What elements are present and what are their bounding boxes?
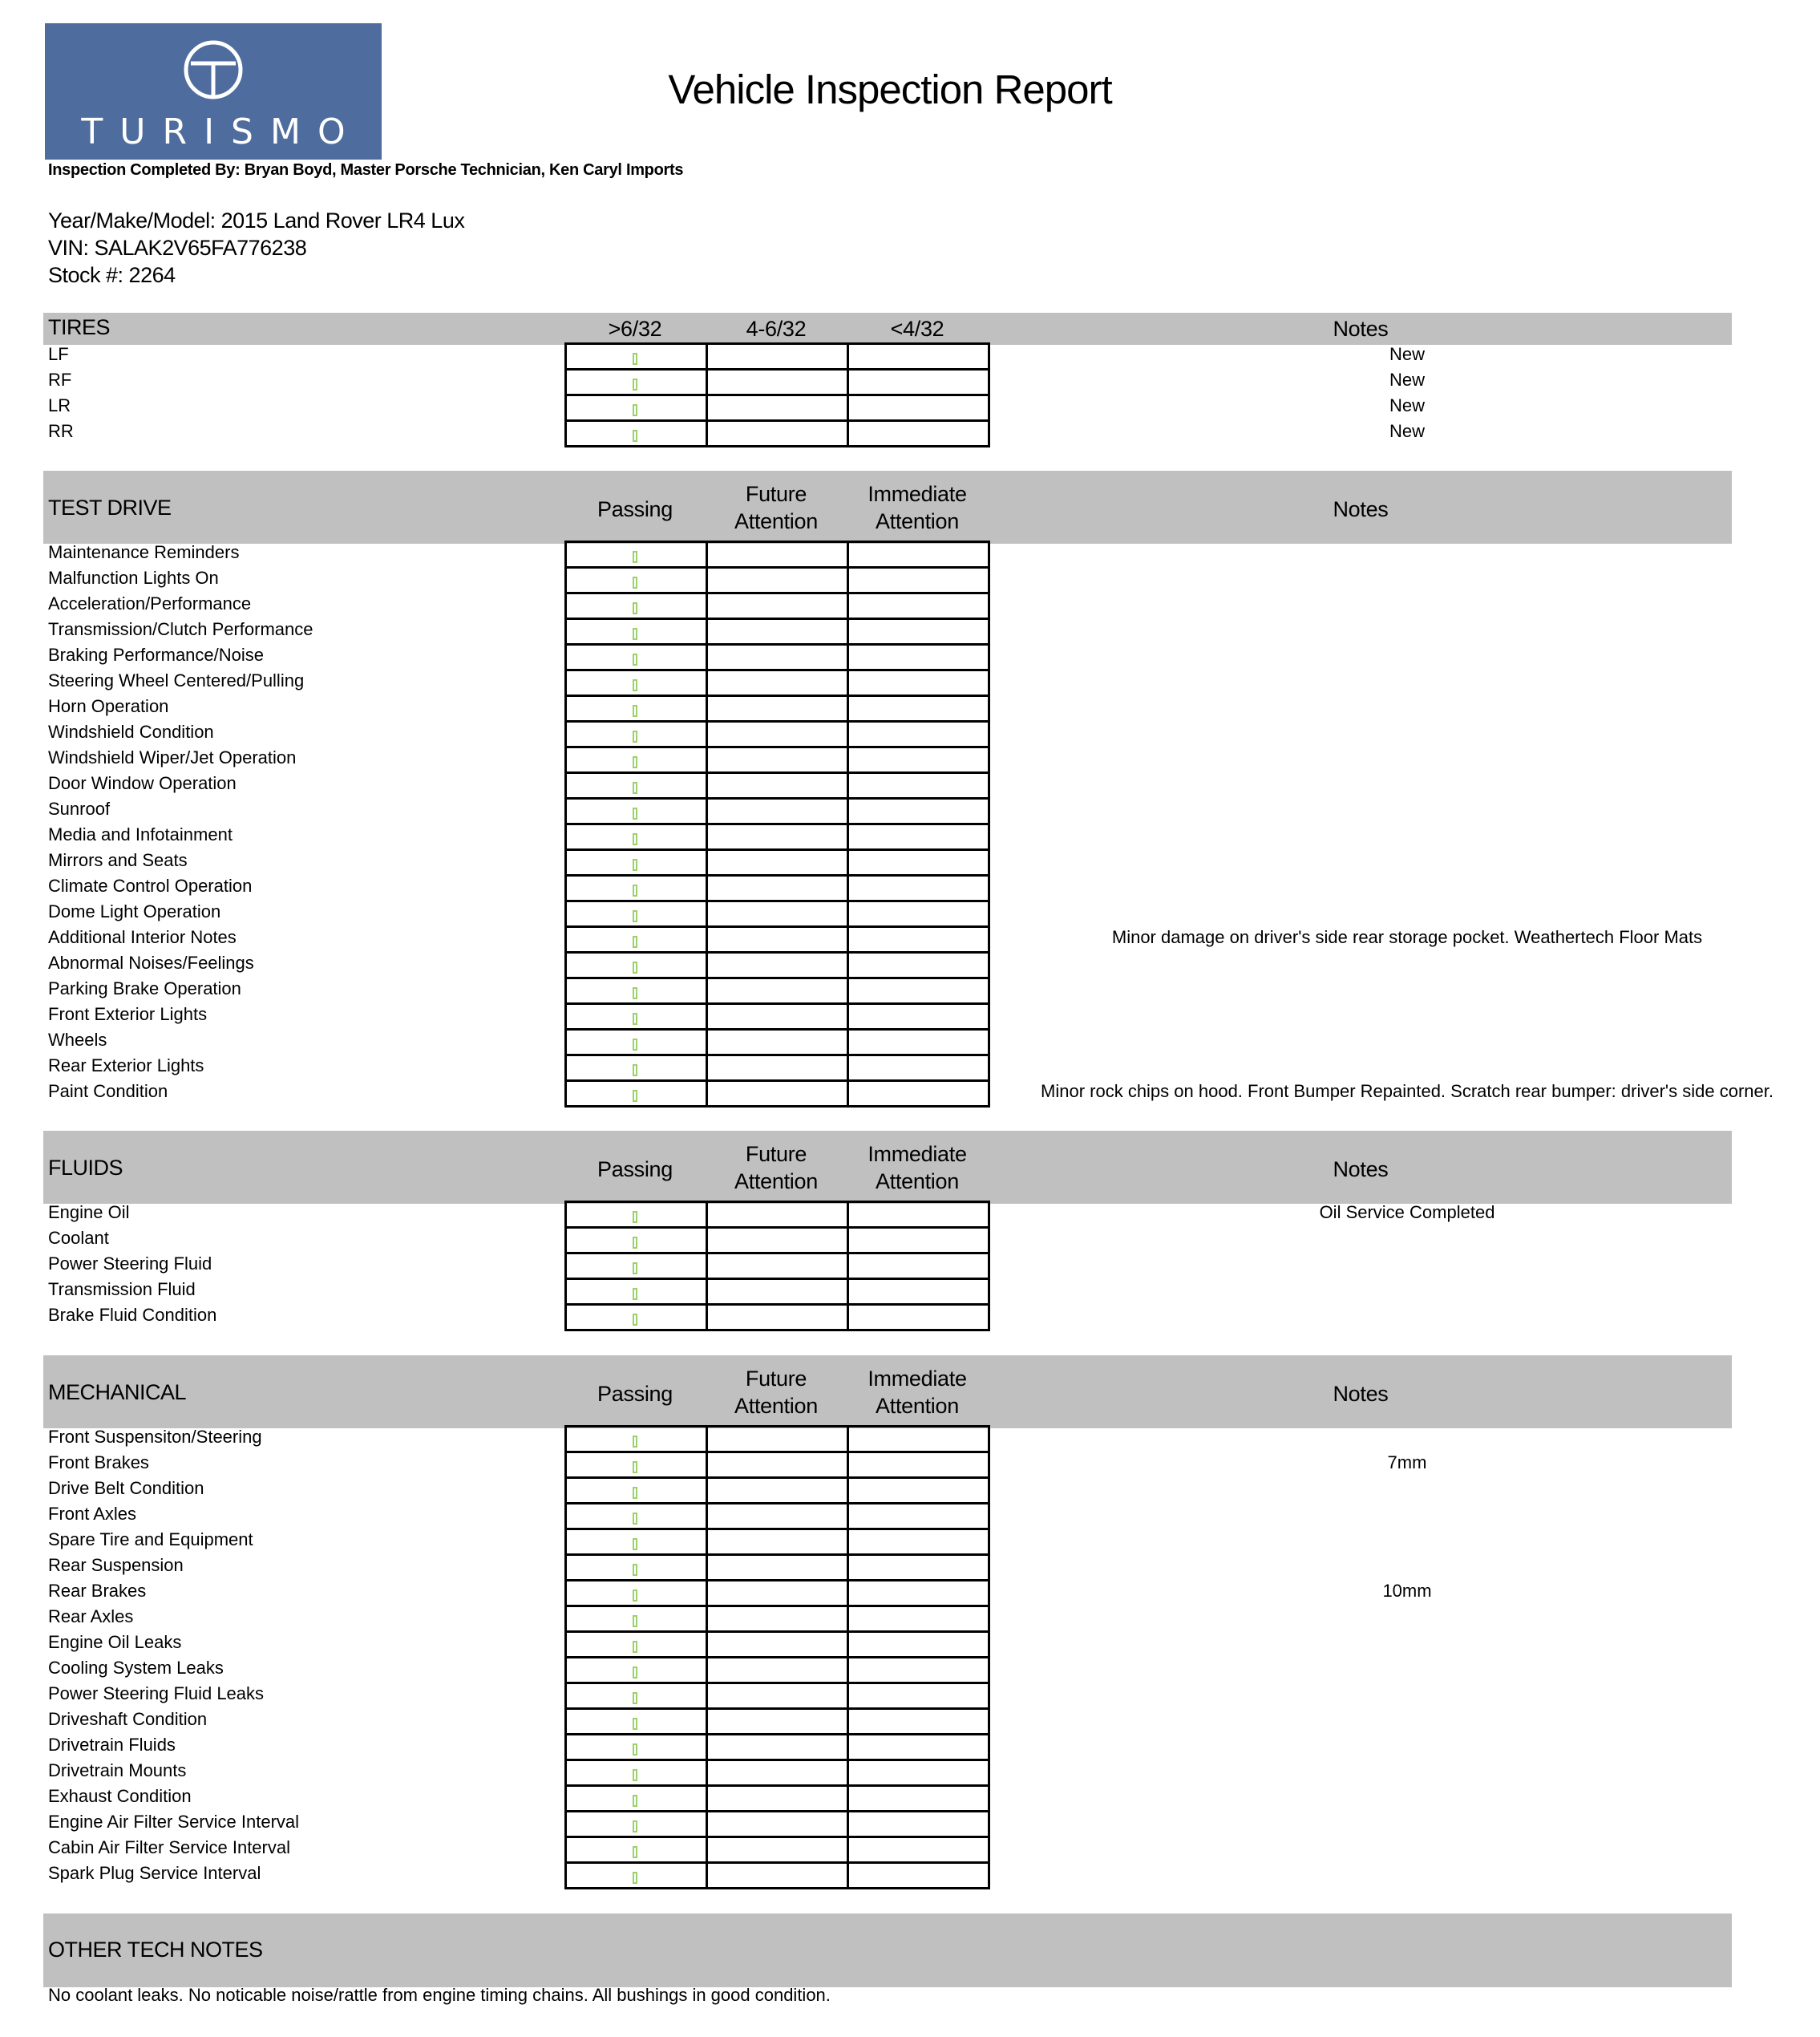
table-row: [48, 720, 1812, 746]
stock-number: Stock #: 2264: [48, 263, 176, 287]
row-label: Engine Air Filter Service Interval: [48, 1812, 300, 1832]
row-label: Windshield Condition: [48, 722, 214, 742]
check-mark-icon: [633, 577, 637, 589]
table-row: [48, 1784, 1812, 1810]
row-label: Paint Condition: [48, 1081, 168, 1101]
table-row: [48, 643, 1812, 669]
row-label: Malfunction Lights On: [48, 568, 219, 588]
row-label: Front Exterior Lights: [48, 1004, 208, 1024]
column-header: Future Attention: [734, 1142, 818, 1193]
section-title: TIRES: [48, 315, 111, 339]
table-row: [48, 874, 1812, 900]
turismo-circle-t-icon: [181, 38, 245, 102]
column-header: Future Attention: [734, 482, 818, 533]
table-row: [48, 1759, 1812, 1784]
table-row: [48, 394, 1812, 419]
table-row: [48, 1528, 1812, 1553]
row-label: Braking Performance/Noise: [48, 645, 265, 665]
check-mark-icon: [633, 1769, 637, 1781]
section-title: FLUIDS: [48, 1156, 123, 1180]
check-mark-icon: [633, 1262, 637, 1274]
row-label: Spark Plug Service Interval: [48, 1863, 261, 1883]
check-mark-icon: [633, 987, 637, 999]
row-label: Wheels: [48, 1030, 107, 1050]
table-row: [48, 368, 1812, 394]
column-header: <4/32: [890, 317, 944, 341]
check-mark-icon: [633, 859, 637, 871]
table-row: [48, 541, 1812, 566]
check-mark-icon: [633, 1314, 637, 1326]
section-title: TEST DRIVE: [48, 496, 172, 520]
column-header: Passing: [597, 1382, 673, 1406]
check-mark-icon: [633, 1872, 637, 1884]
check-mark-icon: [633, 353, 637, 365]
test-drive-header: [43, 471, 1732, 544]
table-row: [48, 1810, 1812, 1836]
check-mark-icon: [633, 1641, 637, 1653]
check-mark-icon: [633, 1820, 637, 1832]
check-mark-icon: [633, 1590, 637, 1602]
check-mark-icon: [633, 962, 637, 974]
row-label: Door Window Operation: [48, 773, 237, 793]
check-mark-icon: [633, 1487, 637, 1499]
check-mark-icon: [633, 910, 637, 922]
check-mark-icon: [633, 1288, 637, 1300]
table-row: [48, 823, 1812, 848]
table-row: [48, 618, 1812, 643]
check-mark-icon: [633, 1211, 637, 1223]
table-row: [48, 925, 1812, 951]
row-label: Drivetrain Mounts: [48, 1760, 187, 1780]
row-label: Additional Interior Notes: [48, 927, 237, 947]
row-label: LF: [48, 344, 69, 364]
row-label: Power Steering Fluid Leaks: [48, 1683, 265, 1703]
notes-header: Notes: [1333, 1157, 1389, 1181]
table-row: [48, 746, 1812, 771]
table-row: [48, 1502, 1812, 1528]
check-mark-icon: [633, 404, 637, 416]
check-mark-icon: [633, 602, 637, 614]
row-label: Rear Axles: [48, 1606, 134, 1626]
row-label: Engine Oil Leaks: [48, 1632, 182, 1652]
row-label: Horn Operation: [48, 696, 169, 716]
table-row: [48, 669, 1812, 695]
check-mark-icon: [633, 936, 637, 948]
check-mark-icon: [633, 1237, 637, 1249]
check-mark-icon: [633, 551, 637, 563]
table-row: [48, 695, 1812, 720]
table-row: [48, 1630, 1812, 1656]
section-title: OTHER TECH NOTES: [48, 1938, 263, 1962]
column-header: Immediate Attention: [868, 1367, 967, 1418]
check-mark-icon: [633, 1064, 637, 1076]
row-note: 7mm: [1387, 1452, 1427, 1472]
check-mark-icon: [633, 679, 637, 691]
row-label: Climate Control Operation: [48, 876, 253, 896]
column-header: >6/32: [608, 317, 662, 341]
check-mark-icon: [633, 1615, 637, 1627]
table-row: [48, 592, 1812, 618]
fluids-header: [43, 1131, 1732, 1204]
check-mark-icon: [633, 654, 637, 666]
check-mark-icon: [633, 1666, 637, 1679]
column-header: Future Attention: [734, 1367, 818, 1418]
row-label: Media and Infotainment: [48, 824, 233, 844]
row-label: Drive Belt Condition: [48, 1478, 204, 1498]
row-label: Abnormal Noises/Feelings: [48, 953, 254, 973]
check-mark-icon: [633, 833, 637, 845]
row-label: Cabin Air Filter Service Interval: [48, 1837, 290, 1857]
row-label: Windshield Wiper/Jet Operation: [48, 747, 297, 767]
check-mark-icon: [633, 705, 637, 717]
check-mark-icon: [633, 1436, 637, 1448]
row-label: Brake Fluid Condition: [48, 1305, 217, 1325]
check-mark-icon: [633, 1743, 637, 1756]
table-row: [48, 1553, 1812, 1579]
table-row: [48, 1682, 1812, 1707]
table-row: [48, 1252, 1812, 1278]
check-mark-icon: [633, 756, 637, 768]
row-label: Drivetrain Fluids: [48, 1735, 176, 1755]
tires-header: [43, 313, 1732, 345]
row-note: New: [1389, 421, 1425, 441]
row-label: Cooling System Leaks: [48, 1658, 224, 1678]
check-mark-icon: [633, 731, 637, 743]
mechanical-header: [43, 1355, 1732, 1428]
table-row: [48, 1836, 1812, 1861]
table-row: [48, 1605, 1812, 1630]
row-label: Transmission/Clutch Performance: [48, 619, 313, 639]
table-row: [48, 1028, 1812, 1054]
table-row: [48, 1054, 1812, 1079]
check-mark-icon: [633, 430, 637, 442]
row-label: Rear Exterior Lights: [48, 1055, 204, 1075]
column-header: Immediate Attention: [868, 1142, 967, 1193]
check-mark-icon: [633, 1795, 637, 1807]
turismo-logo: [45, 23, 382, 160]
year-make-model: Year/Make/Model: 2015 Land Rover LR4 Lux: [48, 209, 465, 233]
check-mark-icon: [633, 379, 637, 391]
table-row: [48, 1579, 1812, 1605]
row-label: Acceleration/Performance: [48, 593, 252, 614]
table-row: [48, 1226, 1812, 1252]
table-row: [48, 342, 1812, 368]
column-header: Passing: [597, 497, 673, 521]
column-header: 4-6/32: [746, 317, 807, 341]
row-label: Parking Brake Operation: [48, 978, 241, 998]
table-row: [48, 419, 1812, 445]
check-mark-icon: [633, 1846, 637, 1858]
table-row: [48, 566, 1812, 592]
row-note: New: [1389, 370, 1425, 390]
table-row: [48, 1451, 1812, 1476]
check-mark-icon: [633, 1538, 637, 1550]
other-tech-notes-header: [43, 1913, 1732, 1987]
table-row: [48, 1303, 1812, 1329]
table-row: [48, 900, 1812, 925]
column-header: Immediate Attention: [868, 482, 967, 533]
table-row: [48, 1707, 1812, 1733]
check-mark-icon: [633, 1564, 637, 1576]
row-label: Engine Oil: [48, 1202, 130, 1222]
table-row: [48, 771, 1812, 797]
section-title: MECHANICAL: [48, 1380, 187, 1404]
row-label: RF: [48, 370, 72, 390]
row-label: Driveshaft Condition: [48, 1709, 208, 1729]
row-label: Dome Light Operation: [48, 901, 221, 921]
column-header: Passing: [597, 1157, 673, 1181]
notes-header: Notes: [1333, 317, 1389, 341]
row-label: Rear Brakes: [48, 1581, 147, 1601]
check-mark-icon: [633, 808, 637, 820]
row-label: LR: [48, 395, 71, 415]
row-note: 10mm: [1382, 1581, 1432, 1601]
vin: VIN: SALAK2V65FA776238: [48, 236, 307, 260]
row-label: Spare Tire and Equipment: [48, 1529, 253, 1549]
check-mark-icon: [633, 1013, 637, 1025]
row-label: Power Steering Fluid: [48, 1253, 212, 1274]
row-label: Coolant: [48, 1228, 109, 1248]
row-label: Sunroof: [48, 799, 111, 819]
row-label: Mirrors and Seats: [48, 850, 188, 870]
table-row: [48, 1861, 1812, 1887]
table-row: [48, 1201, 1812, 1226]
row-note: Minor damage on driver's side rear storage pocket. Weathertech Floor Mats: [1111, 927, 1703, 947]
logo-wordmark: TURISMO: [81, 111, 362, 152]
table-row: [48, 1002, 1812, 1028]
row-label: Front Axles: [48, 1504, 137, 1524]
row-label: Transmission Fluid: [48, 1279, 196, 1299]
table-row: [48, 977, 1812, 1002]
check-mark-icon: [633, 1090, 637, 1102]
table-row: [48, 848, 1812, 874]
check-mark-icon: [633, 1039, 637, 1051]
check-mark-icon: [633, 782, 637, 794]
inspection-completed-by: Inspection Completed By: Bryan Boyd, Master Porsche Technician, Ken Caryl Imports: [48, 161, 684, 179]
row-label: Rear Suspension: [48, 1555, 184, 1575]
table-row: [48, 1476, 1812, 1502]
check-mark-icon: [633, 1513, 637, 1525]
table-row: [48, 1656, 1812, 1682]
notes-header: Notes: [1333, 497, 1389, 521]
row-note: New: [1389, 344, 1425, 364]
row-label: RR: [48, 421, 74, 441]
table-row: [48, 1079, 1812, 1105]
table-row: [48, 1733, 1812, 1759]
table-row: [48, 1425, 1812, 1451]
table-row: [48, 951, 1812, 977]
check-mark-icon: [633, 628, 637, 640]
table-row: [48, 1278, 1812, 1303]
table-row: [48, 797, 1812, 823]
row-label: Steering Wheel Centered/Pulling: [48, 670, 305, 690]
check-mark-icon: [633, 885, 637, 897]
row-label: Front Suspensiton/Steering: [48, 1427, 262, 1447]
check-mark-icon: [633, 1461, 637, 1473]
check-mark-icon: [633, 1718, 637, 1730]
check-mark-icon: [633, 1692, 637, 1704]
notes-header: Notes: [1333, 1382, 1389, 1406]
row-note: New: [1389, 395, 1425, 415]
row-label: Exhaust Condition: [48, 1786, 192, 1806]
row-label: Front Brakes: [48, 1452, 149, 1472]
row-note: Minor rock chips on hood. Front Bumper Repainted. Scratch rear bumper: driver's side corner.: [1041, 1081, 1773, 1101]
row-label: Maintenance Reminders: [48, 542, 240, 562]
other-tech-notes-text: No coolant leaks. No noticable noise/rattle from engine timing chains. All bushings in good condition.: [48, 1985, 831, 2005]
report-title: Vehicle Inspection Report: [668, 67, 1112, 112]
row-note: Oil Service Completed: [1319, 1202, 1495, 1222]
